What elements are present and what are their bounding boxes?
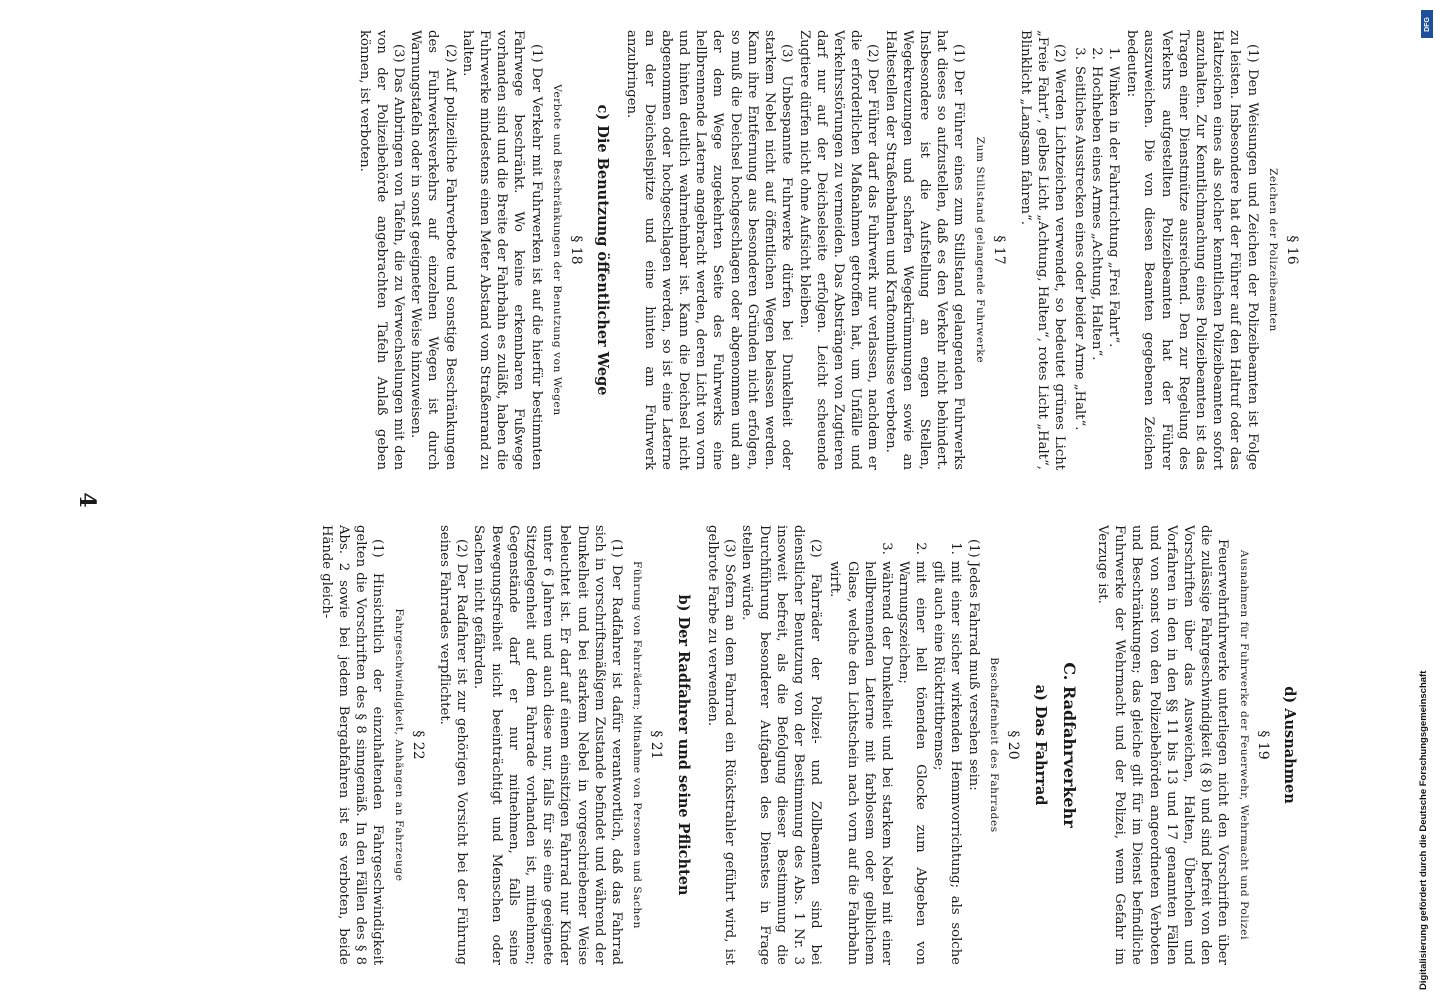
list-item: 1. Winken in der Fahrtrichtung „Frei Fahrt“. [1105,64,1122,470]
paragraph: (2) Auf polizeiliche Fahrverbote und sonstige Beschränkungen des Fuhrwerksverkehrs auf einzelnen Wegen ist durch Warnungstafeln oder in sonst geeigneter Weise hinzuweisen. [408,30,458,470]
section-number: § 22 [409,730,426,760]
section-caption: Fahrgeschwindigkeit, Anhängen an Fahrzeuge [392,608,405,882]
subsection-heading: d) Ausnahmen [1281,686,1298,804]
section-number: § 16 [1284,235,1300,265]
paragraph: (3) Unbespannte Fuhrwerke dürfen bei Dunkelheit oder starkem Nebel nicht auf öffentlichen Wegen belassen werden. Kann ihre Entfernung aus besonderen Gründen nicht erfolgen, so muß die Deichsel hochgeschlagen oder abgenommen und an der dem Wege zugekehrten Seite des Fuhrwerks eine hellbrennende Laterne angebracht werden, deren Licht von vorn und hinten deutlich wahrnehmbar ist. Kann die Deichsel nicht abgenommen oder hochgeschlagen werden, so ist eine Laterne an der Deichselspitze und eine hinten am Fuhrwerk anzubringen. [624,30,795,470]
section-caption: Zum Stillstand gelangende Fuhrwerke [973,136,986,364]
chapter-heading: C. Radfahrverkehr [1059,662,1079,828]
paragraph: (2) Werden Lichtzeichen verwendet, so bedeutet grünes Licht „Freie Fahrt“, gelbes Licht „Achtung, Halten“, rotes Licht „Halt“, Blinklicht „Langsam fahren“. [1017,30,1068,470]
paragraph: (2) Der Radfahrer ist zur gehörigen Vorsicht bei der Führung seines Fahrrades verpflichtet. [437,525,470,965]
section-number: § 19 [1254,730,1271,760]
section-number: § 18 [568,235,585,265]
section-number: § 17 [990,235,1007,265]
section-caption: Zeichen der Polizeibeamten [1266,168,1279,332]
paragraph: (2) Fahrräder der Polizei- und Zollbeamten sind bei dienstlicher Benutzung von der Bestimmung des Abs. 1 Nr. 3 insoweit befreit, als die Befolgung dieser Bestimmung die Durchführung besonderer Aufgaben des Dienstes in Frage stellen würde. [739,525,824,965]
page-number: 4 [74,492,100,508]
paragraph: (3) Das Anbringen von Tafeln, die zu Verwechselungen mit den von der Polizeibehörde angebrachten Tafeln Anlaß geben können, ist verboten. [356,30,407,470]
list-item: 2. mit einer hell tönenden Glocke zum Abgeben von Warnungszeichen; [895,559,929,965]
enumerated-list [826,525,964,965]
subsection-heading: b) Der Radfahrer und seine Pflichten [674,594,692,896]
enumerated-list [1070,30,1122,470]
section-caption: Ausnahmen für Fuhrwerke der Feuerwehr, Wehrmacht und Polizei [1237,549,1250,941]
section-caption: Verbote und Beschränkungen der Benutzung von Wegen [550,84,563,416]
list-item: 3. Seitliches Ausstrecken eines oder beider Arme „Halt“. [1070,64,1087,470]
list-item: 1. mit einer sicher wirkenden Hemmvorrichtung; als solche gilt auch eine Rücktrittbremse; [929,559,963,965]
left-text-column [130,30,1310,470]
list-item: 2. Hochheben eines Armes „Achtung, Halten“. [1088,64,1105,470]
list-item: 3. während der Dunkelheit und bei starkem Nebel mit einer hellbrennenden Laterne mit farblosem oder gelblichem Glase, welche den Lichtschein nach vorn auf die Fahrbahn wirft. [826,559,895,965]
paragraph: (1) Jedes Fahrrad muß versehen sein: [965,539,981,791]
paragraph: (1) Der Verkehr mit Fuhrwerken ist auf die hierfür bestimmten Fahrwege beschränkt. Wo keine erkennbaren Fußwege vorhanden sind und die Breite der Fahrbahn es zuläßt, haben die Fuhrwerke mindestens einen Meter Abstand vom Straßenrand zu halten. [459,30,544,470]
subsection-heading: c) Die Benutzung öffentlicher Wege [594,104,612,396]
dfg-logo [1421,10,1433,38]
paragraph: (3) Sofern an dem Fahrrad ein Rückstrahler geführt wird, ist gelbrote Farbe zu verwenden. [704,525,738,965]
paragraph: (2) Der Führer darf das Fuhrwerk nur verlassen, nachdem er die erforderlichen Maßnahmen getroffen hat, um Unfälle und Verkehrsstörungen zu vermeiden. Das Absträngen von Zugtieren darf nur auf der Deichselseite erfolgen. Leicht scheuende Zugtiere dürfen nicht ohne Aufsicht bleiben. [796,30,881,470]
right-text-column [130,525,1310,965]
section-caption: Beschaffenheit des Fahrrades [988,657,1001,833]
dfg-logo-text: DFG [1423,16,1431,32]
section-number: § 20 [1005,730,1022,760]
section-caption: Führung von Fahrrädern; Mitnahme von Personen und Sachen [631,560,644,930]
section-number: § 21 [648,730,665,760]
paragraph: (1) Den Weisungen und Zeichen der Polizeibeamten ist Folge zu leisten. Insbesondere hat der Führer auf den Haltruf oder das Haltzeichen eines als solcher kenntlichen Polizeibeamten sofort anzuhalten. Zur Kenntlichmachung eines Polizeibeamten ist das Tragen einer Dienstmütze ausreichend. Den zur Regelung des Verkehrs aufgestellten Polizeibeamten hat der Führer auszuweichen. Die von diesen Beamten gegebenen Zeichen bedeuten: [1124,30,1260,470]
paragraph: (1) Hinsichtlich der einzuhaltenden Fahrgeschwindigkeit gelten die Vorschriften des § 8 sinngemäß. In den Fällen des § 8 Abs. 2 sowie bei jedem Bergabfahren ist es verboten, beide Hände gleich- [318,525,386,965]
digitization-credit [1418,10,1432,990]
paragraph: Feuerwehrfuhrwerke unterliegen nicht den Vorschriften über die zulässige Fahrgeschwindigkeit (§ 8) und sind befreit von den Vorschriften über das Ausweichen, Halten, Überholen und Vorfahren in den in den §§ 11 bis 13 und 17 genannten Fällen und von sonst von den Polizeibehörden angeordneten Verboten und Beschränkungen; das gleiche gilt für im Dienst befindliche Fuhrwerke der Wehrmacht und der Polizei, wenn Gefahr im Verzuge ist. [1094,525,1231,965]
subsection-heading: a) Das Fahrrad [1031,684,1049,806]
paragraph: (1) Der Radfahrer ist dafür verantwortlich, daß das Fahrrad sich in vorschriftsmäßigem Zustande befindet und während der Dunkelheit und bei starkem Nebel in vorgeschriebener Weise beleuchtet ist. Er darf auf einem einsitzigen Fahrrad nur Kinder unter 6 Jahren und auch diese nur, falls für sie eine geeignete Sitzgelegenheit auf dem Fahrrade vorhanden ist, mitnehmen; Gegenstände darf er nur mitnehmen, falls seine Bewegungsfreiheit nicht beeinträchtigt und Menschen oder Sachen nicht gefährden. [471,525,625,965]
credit-text: Digitalisierung gefördert durch die Deutsche Forschungsgemeinschaft [1418,670,1429,990]
paragraph: (1) Der Führer eines zum Stillstand gelangenden Fuhrwerks hat dieses so aufzustellen, daß es den Verkehr nicht behindert. Insbesondere ist die Aufstellung an engen Stellen, Wegekreuzungen und scharfen Wegekrümmungen sowie an Haltestellen der Straßenbahnen und Kraftomnibusse verboten. [882,30,967,470]
